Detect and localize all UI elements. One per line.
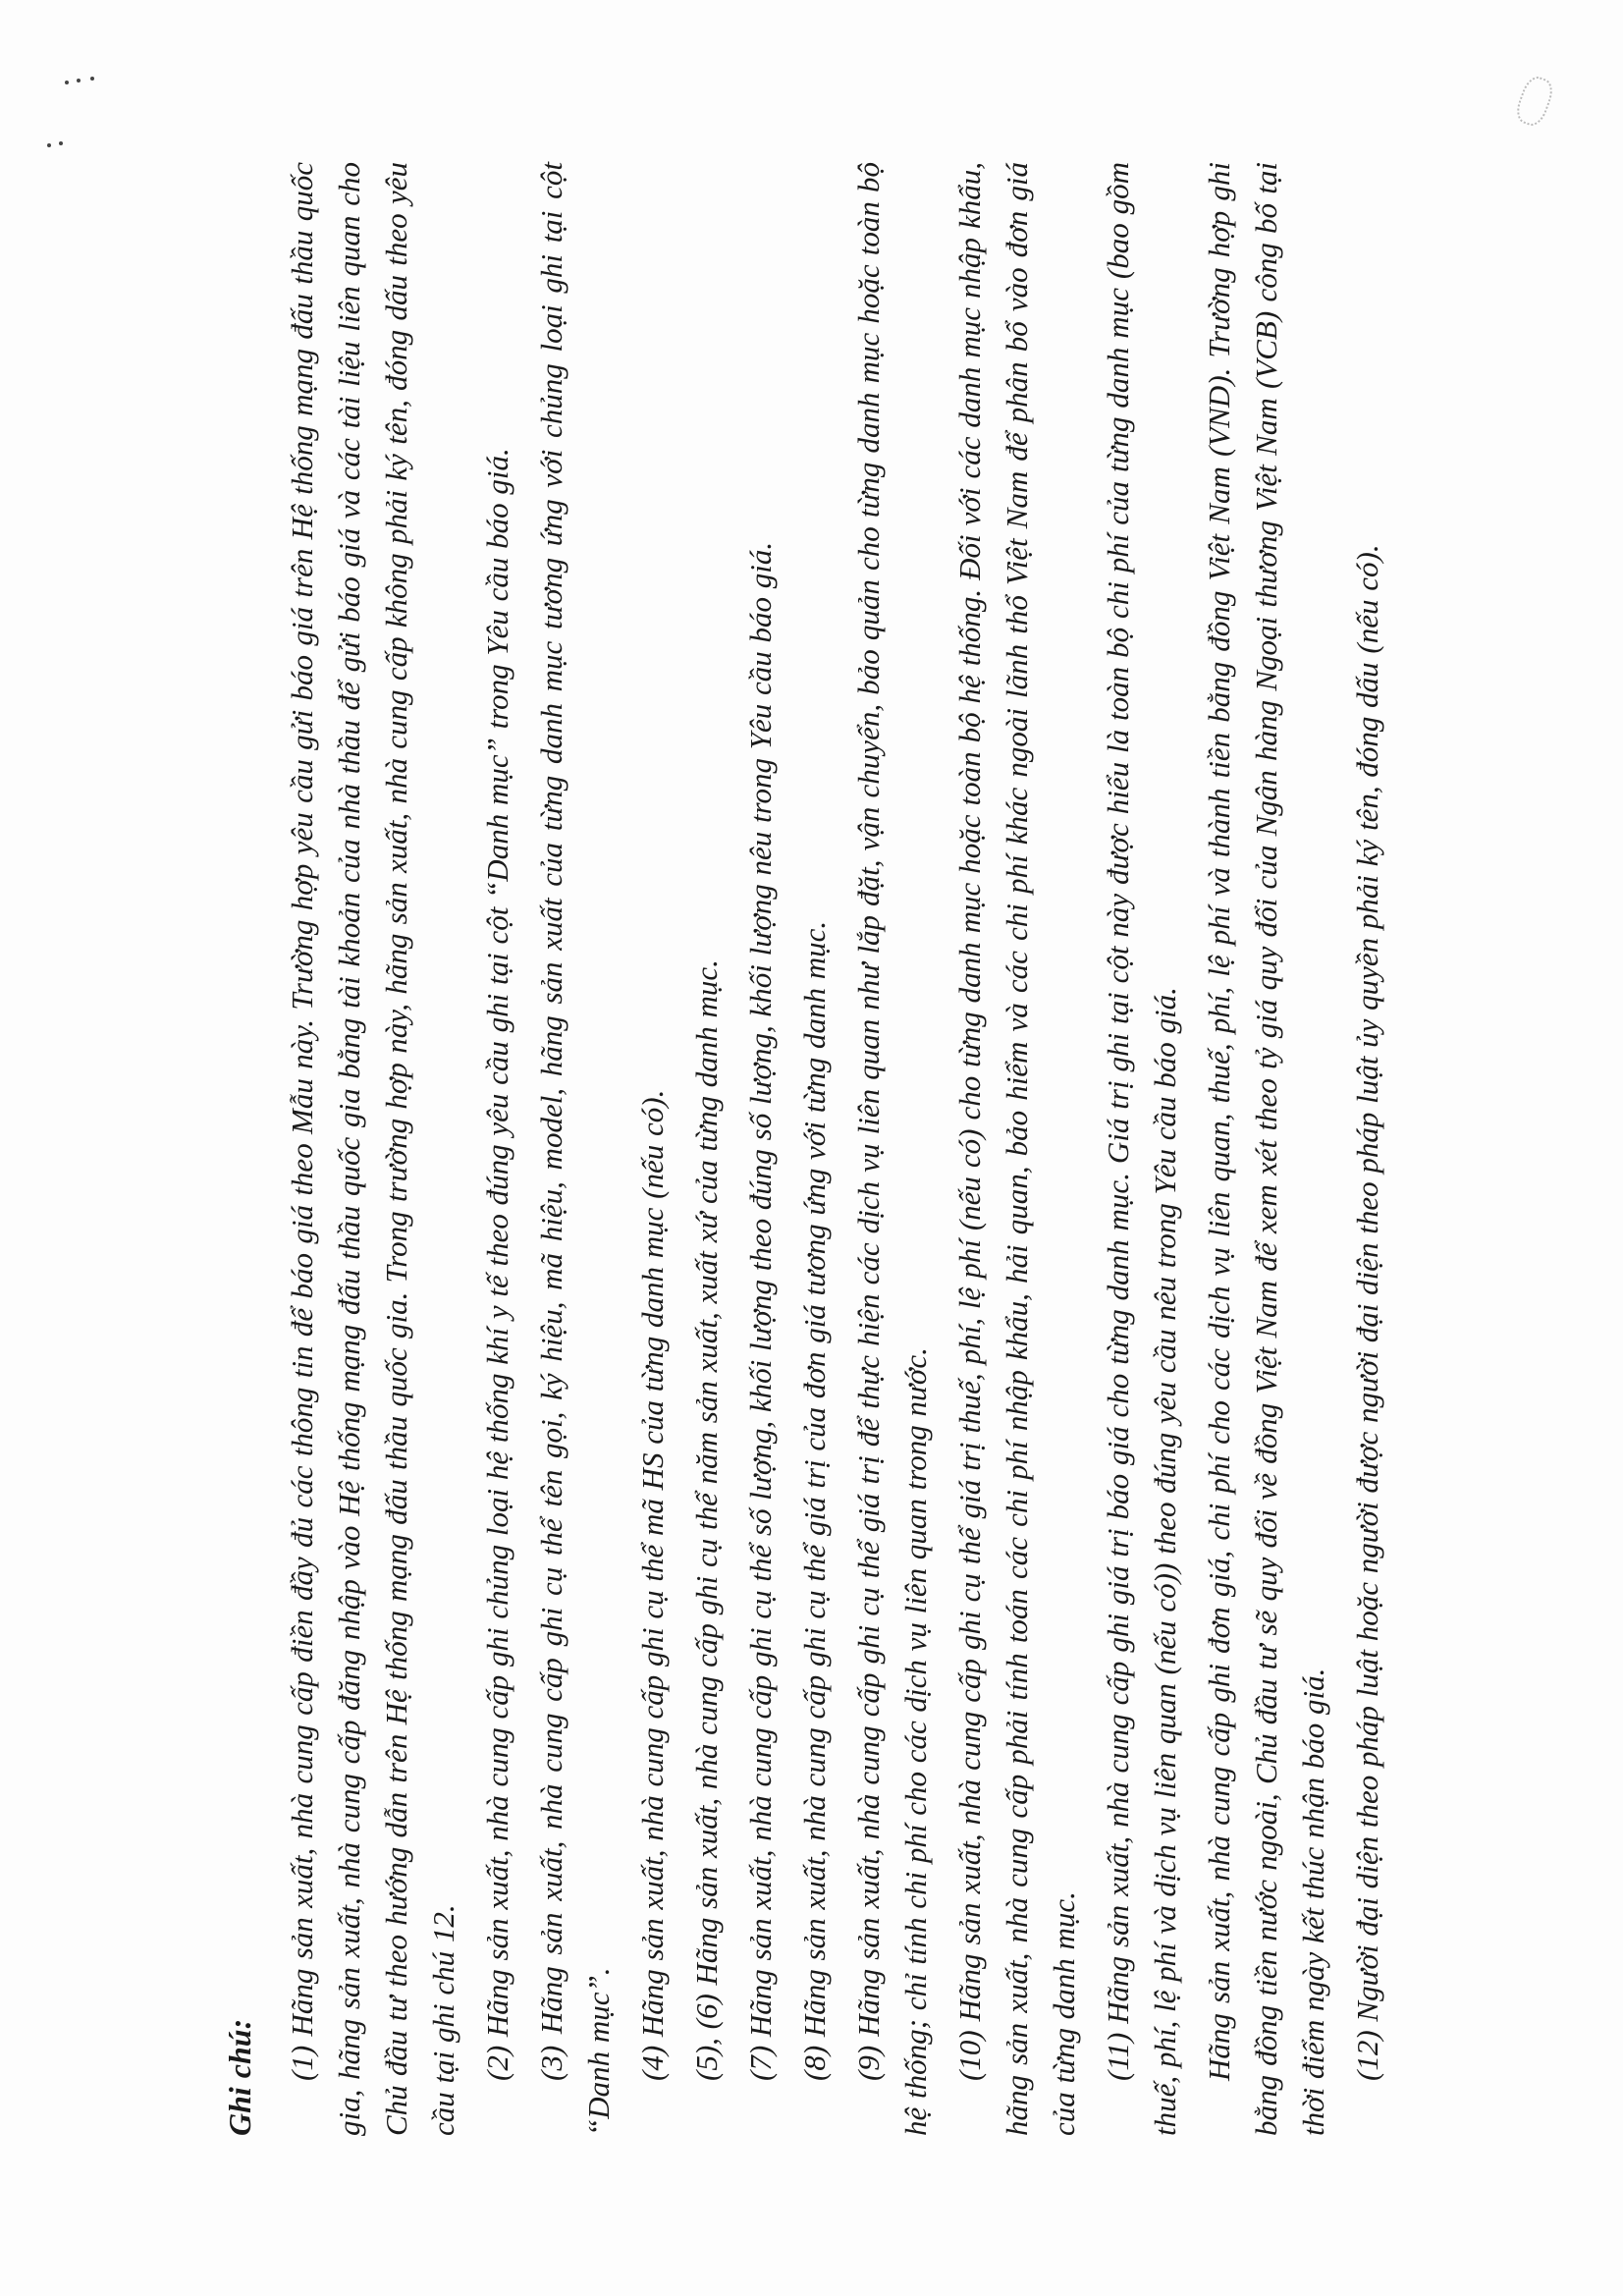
note-7: (7) Hãng sản xuất, nhà cung cấp ghi cụ thể số lượng, khối lượng theo đúng số lượng, khối lượng nêu trong Yêu cầu báo giá. — [743, 541, 778, 2081]
note-4: (4) Hãng sản xuất, nhà cung cấp ghi cụ thể mã HS của từng danh mục (nếu có). — [635, 1089, 670, 2081]
notes-title: Ghi chú: — [222, 2018, 257, 2136]
note-10: (10) Hãng sản xuất, nhà cung cấp ghi cụ thể giá trị thuế, phí, lệ phí (nếu có) cho từng danh mục hoặc toàn bộ hệ thống. Đối với các danh mục nhập khẩu, hãng sản xuất, nhà cung cấp phải tính toán các chi phí nhập khẩu, hải quan, bảo hiểm và các chi phí khác ngoài lãnh thổ Việt Nam để phân bổ vào đơn giá của từng danh mục. — [952, 162, 1081, 2136]
notes-section — [216, 162, 1391, 2136]
note-5-6: (5), (6) Hãng sản xuất, nhà cung cấp ghi cụ thể năm sản xuất, xuất xứ của từng danh mục. — [689, 959, 724, 2081]
scan-speck — [90, 77, 94, 81]
note-11: (11) Hãng sản xuất, nhà cung cấp ghi giá trị báo giá cho từng danh mục. Giá trị ghi tại cột này được hiểu là toàn bộ chi phí của từng danh mục (bao gồm thuế, phí, lệ phí và dịch vụ liên quan (nếu có)) theo đúng yêu cầu nêu trong Yêu cầu báo giá. — [1101, 162, 1182, 2136]
note-1: (1) Hãng sản xuất, nhà cung cấp điền đầy đủ các thông tin để báo giá theo Mẫu này. Trường hợp yêu cầu gửi báo giá trên Hệ thống mạng đấu thầu quốc gia, hãng sản xuất, nhà cung cấp đăng nhập vào Hệ thống mạng đấu thầu quốc gia bằng tài khoản của nhà thầu để gửi báo giá và các tài liệu liên quan cho Chủ đầu tư theo hướng dẫn trên Hệ thống mạng đấu thầu quốc gia. Trong trường hợp này, hãng sản xuất, nhà cung cấp không phải ký tên, đóng dấu theo yêu cầu tại ghi chú 12. — [285, 162, 460, 2136]
rotated-notes-block — [216, 162, 1623, 2136]
note-2: (2) Hãng sản xuất, nhà cung cấp ghi chủng loại hệ thống khí y tế theo đúng yêu cầu ghi tại cột “Danh mục” trong Yêu cầu báo giá. — [480, 448, 514, 2081]
note-12: (12) Người đại diện theo pháp luật hoặc người được người đại diện theo pháp luật ủy quyền phải ký tên, đóng dấu (nếu có). — [1350, 544, 1384, 2081]
note-currency: Hãng sản xuất, nhà cung cấp ghi đơn giá, chi phí cho các dịch vụ liên quan, thuế, phí, lệ phí và thành tiền bằng đồng Việt Nam (VND). Trường hợp ghi bằng đồng tiền nước ngoài, Chủ đầu tư sẽ quy đổi về đồng Việt Nam để xem xét theo tỷ giá quy đổi của Ngân hàng Ngoại thương Việt Nam (VCB) công bố tại thời điểm ngày kết thúc nhận báo giá. — [1202, 162, 1330, 2136]
corner-smudge — [1512, 73, 1556, 129]
note-8: (8) Hãng sản xuất, nhà cung cấp ghi cụ thể giá trị của đơn giá tương ứng với từng danh mục. — [797, 920, 832, 2081]
scan-speck — [65, 81, 69, 84]
scan-speck — [59, 141, 63, 145]
note-3: (3) Hãng sản xuất, nhà cung cấp ghi cụ thể tên gọi, ký hiệu, mã hiệu, model, hãng sản xuất của từng danh mục tương ứng với chủng loại ghi tại cột “Danh mục”. — [534, 162, 616, 2136]
note-9: (9) Hãng sản xuất, nhà cung cấp ghi cụ thể giá trị để thực hiện các dịch vụ liên quan như lắp đặt, vận chuyển, bảo quản cho từng danh mục hoặc toàn bộ hệ thống; chỉ tính chi phí cho các dịch vụ liên quan trong nước. — [851, 162, 933, 2136]
scan-speck — [47, 143, 51, 147]
scan-speck — [77, 79, 81, 82]
